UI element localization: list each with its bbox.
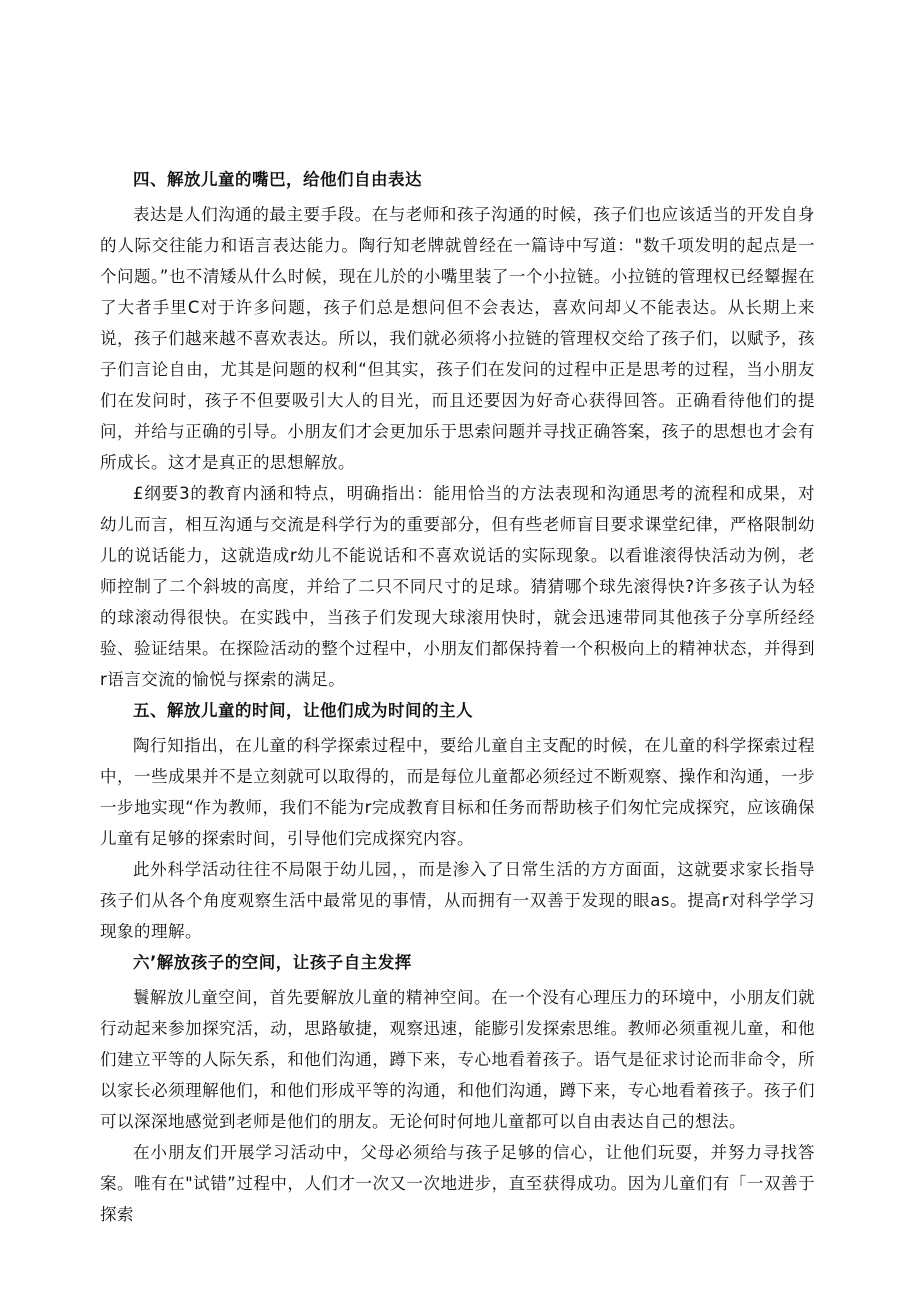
paragraph: 此外科学活动往往不局限于幼儿园，，而是渗入了日常生活的方方面面，这就要求家长指导孩子们从各个角度观察生活中最常见的事情，从而拥有一双善于发现的眼as。提高r对科学学习现象的理解。 bbox=[100, 860, 815, 941]
paragraph: 表达是人们沟通的最主要手段。在与老师和孩子沟通的时候，孩子们也应该适当的开发自身的人际交往能力和语言表达能力。陶行知老牌就曾经在一篇诗中写道："数千项发明的起点是一个问题。”也不清矮从什么时候，现在儿於的小嘴里装了一个小拉链。小拉链的管理权已经颦握在了大者手里C对于许多问题，孩子们总是想问但不会表达，喜欢问却乂不能表达。从长期上来说，孩子们越来越不喜欢表达。所以，我们就必须将小拉链的管理权交给了孩子们，以赋予，孩子们言论自由，尤其是问题的权利“但其实，孩子们在发问的过程中正是思考的过程，当小朋友们在发问时，孩子不但要吸引大人的目光，而且还要因为好奇心获得回答。正确看待他们的提问，并给与正确的引导。小朋友们才会更加乐于思索问题并寻找正确答案，孩子的思想也才会有所成长。这才是真正的思想解放。 bbox=[100, 205, 815, 472]
paragraph: 鬟解放儿童空间，首先要解放儿童的精神空间。在一个没有心理压力的环境中，小朋友们就行动起来参加探究活，动，思路敏捷，观察迅速，能膨引发探索思维。教师必须重视儿童，和他们建立平等的人际矢系，和他们沟通，蹲下来，专心地看着孩子。语气是征求讨论而非命令，所以家长必须理解他们，和他们形成平等的沟通，和他们沟通，蹲下来，专心地看着孩子。孩子们可以深深地感觉到老师是他们的朋友。无论何时何地儿童都可以自由表达自己的想法。 bbox=[100, 988, 815, 1131]
paragraph: 在小朋友们开展学习活动中，父母必须给与孩子足够的信心，让他们玩耍，并努力寻找答案。唯有在"试错”过程中，人们才一次又一次地进步，直至获得成功。因为儿童们有「一双善于探索 bbox=[100, 1143, 815, 1224]
paragraph: £纲要3的教育内涵和特点，明确指出：能用恰当的方法表现和沟通思考的流程和成果，对幼儿而言，相互沟通与交流是科学行为的重要部分，但有些老师盲目要求课堂纪律，严格限制幼儿的说话能力，这就造成r幼儿不能说话和不喜欢说话的实际现象。以看谁滚得快活动为例，老师控制了二个斜坡的高度，并给了二只不同尺寸的足球。猜猜哪个球先滚得快?许多孩子认为轻的球滚动得很快。在实践中，当孩子们发现大球滚用快时，就会迅速带同其他孩子分享所经经验、验证结果。在探险活动的整个过程中，小朋友们都保持着一个积极向上的精神状态，并得到r语言交流的愉悦与探索的满足。 bbox=[100, 484, 815, 689]
section-heading-4: 四、解放儿童的嘴巴，给他们自由表达 bbox=[133, 170, 422, 189]
section-heading-6: 六’解放孩子的空间，让孩子自主发挥 bbox=[133, 953, 412, 972]
paragraph: 陶行知指出，在儿童的科学探索过程中，要给儿童自主支配的时候，在儿童的科学探索过程中，一些成果并不是立刻就可以取得的，而是每位儿童都必须经过不断观察、操作和沟通，一步一步地实现“作为教师，我们不能为r完成教育目标和任务而帮助核子们匆忙完成探究，应该确保儿童有足够的探索时间，引导他们完成探究内容。 bbox=[100, 736, 815, 848]
section-heading-5: 五、解放儿童的时间，让他们成为时间的主人 bbox=[133, 701, 473, 720]
document-body bbox=[100, 164, 815, 1230]
